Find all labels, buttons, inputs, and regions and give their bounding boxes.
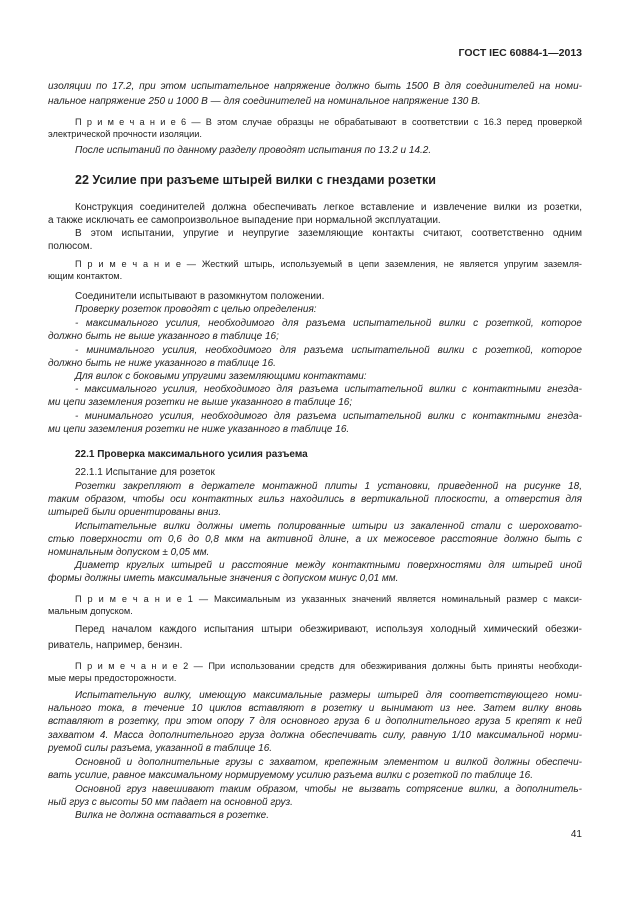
text-line: нальное напряжение 250 и 1000 В — для соединителей на номинальное напряжение 130 В. <box>48 96 481 107</box>
list-item: - максимального усилия, необходимого для разъема испытательной вилки с контактными гнезда- <box>75 384 582 395</box>
text-line: номинальным допуском ± 0,05 мм. <box>48 547 210 558</box>
page-number: 41 <box>570 829 582 840</box>
text-line: штырей были ориентированы вниз. <box>48 507 222 518</box>
text-line: вставляют в розетку, при этом опору 7 для основного груза 6 и дополнительного груза 5 крепят к ней <box>48 716 582 727</box>
text-line: Основной и дополнительные грузы с захватом, крепежным элементом и вилкой должны обеспечи- <box>75 757 582 768</box>
note-text-line: мые меры предосторожности. <box>48 673 177 683</box>
text-line: нального тока, в течение 10 циклов вставляют в розетку и вынимают из нее. Затем вилку вновь <box>48 703 582 714</box>
text-line: таким образом, чтобы оси контактных гильз находились в вертикальной плоскости, а отверстия для <box>48 494 582 505</box>
text-line: захватом 4. Масса дополнительного груза должна обеспечивать силу, равную 1/10 максимальной норми- <box>48 730 582 741</box>
text-line: Испытательные вилки должны иметь полированные штыри из закаленной стали с шероховато- <box>75 521 582 532</box>
text-line: а также исключать ее самопроизвольное выпадение при нормальной эксплуатации. <box>48 215 441 226</box>
text-line: изоляции по 17.2, при этом испытательное напряжение должно быть 1500 В для соединителей на номи- <box>48 81 582 92</box>
text-line: Вилка не должна оставаться в розетке. <box>75 810 270 821</box>
note-text-line: ющим контактом. <box>48 271 123 281</box>
text-line: ми цепи заземления розетки не выше указанного в таблице 16; <box>48 397 353 408</box>
text-line: стью поверхности от 0,6 до 0,8 мкм на активной длине, а их межосевое расстояние должно быть с <box>48 534 582 545</box>
note-6: П р и м е ч а н и е 6 — В этом случае образцы не обрабатывают в соответствии с 16.3 перед проверкой <box>75 117 582 127</box>
note-text-line: мальным допуском. <box>48 606 133 616</box>
text-line: вать усилие, равное максимальному нормируемому усилию разъема вилки с розеткой по таблице 16. <box>48 770 534 781</box>
list-item: - минимального усилия, необходимого для разъема испытательной вилки с розеткой, которое <box>75 345 582 356</box>
note: П р и м е ч а н и е — Жесткий штырь, используемый в цепи заземления, не является упругим заземля- <box>75 259 582 269</box>
text-line: После испытаний по данному разделу проводят испытания по 13.2 и 14.2. <box>75 145 432 156</box>
text-line: Розетки закрепляют в держателе монтажной плиты 1 установки, приведенной на рисунке 18, <box>75 481 582 492</box>
text-line: должно быть не выше указанного в таблице 16; <box>48 331 279 342</box>
section-heading: 22 Усилие при разъеме штырей вилки с гнездами розетки <box>75 173 436 187</box>
text-line: Проверку розеток проводят с целью определения: <box>75 304 317 315</box>
note-1: П р и м е ч а н и е 1 — Максимальным из указанных значений является номинальный размер с макси- <box>75 594 582 604</box>
note-2: П р и м е ч а н и е 2 — При использовании средств для обезжиривания должны быть приняты необходи- <box>75 661 582 671</box>
text-line: должно быть не ниже указанного в таблице 16. <box>48 358 276 369</box>
text-line: ми цепи заземления розетки не ниже указанного в таблице 16. <box>48 424 350 435</box>
text-line: полюсом. <box>48 241 93 252</box>
text-line: Перед началом каждого испытания штыри обезжиривают, используя холодный химический обезжи- <box>75 624 582 635</box>
text-line: риватель, например, бензин. <box>48 640 183 651</box>
text-line: Диаметр круглых штырей и расстояние между контактными поверхностями для штырей иной <box>75 560 582 571</box>
note-text-line: электрической прочности изоляции. <box>48 129 202 139</box>
list-item: - минимального усилия, необходимого для разъема испытательной вилки с контактными гнезда- <box>75 411 582 422</box>
text-line: Для вилок с боковыми упругими заземляющими контактами: <box>75 371 367 382</box>
clause-title: 22.1.1 Испытание для розеток <box>75 467 215 478</box>
text-line: формы должны иметь максимальные значения с допуском минус 0,01 мм. <box>48 573 399 584</box>
text-line: В этом испытании, упругие и неупругие заземляющие контакты считают, соответственно одним <box>75 228 582 239</box>
text-line: Основной груз навешивают таким образом, чтобы не вызвать сотрясение вилки, а дополнитель- <box>75 784 582 795</box>
text-line: Конструкция соединителей должна обеспечивать легкое вставление и извлечение вилки из розетки, <box>75 202 582 213</box>
subsection-heading: 22.1 Проверка максимального усилия разъема <box>75 449 308 460</box>
standard-header: ГОСТ IEC 60884-1—2013 <box>458 47 582 59</box>
text-line: Соединители испытывают в разомкнутом положении. <box>75 291 325 302</box>
text-line: Испытательную вилку, имеющую максимальные размеры штырей для соответствующего номи- <box>75 690 582 701</box>
text-line: руемой силы разъема, указанной в таблице 16. <box>48 743 273 754</box>
text-line: ный груз с высоты 50 мм падает на основной груз. <box>48 797 293 808</box>
list-item: - максимального усилия, необходимого для разъема испытательной вилки с розеткой, которое <box>75 318 582 329</box>
